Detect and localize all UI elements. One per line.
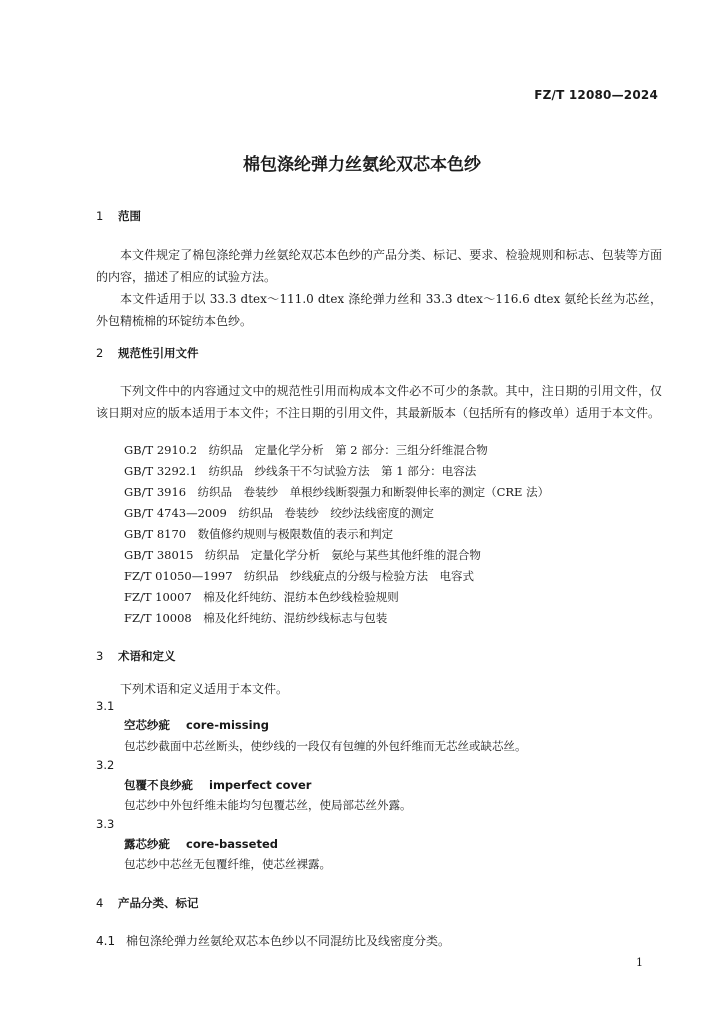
term-en: imperfect cover xyxy=(209,778,312,792)
clause-text: 棉包涤纶弹力丝氨纶双芯本色纱以不同混纺比及线密度分类。 xyxy=(126,934,451,948)
term-definition: 包芯纱截面中芯丝断头，使纱线的一段仅有包缠的外包纤维而无芯丝或缺芯丝。 xyxy=(124,739,527,753)
page-number: 1 xyxy=(636,956,643,969)
term-number: 3.1 xyxy=(96,699,115,713)
section-4-heading xyxy=(96,895,199,911)
reference-item: GB/T 3916 纺织品 卷装纱 单根纱线断裂强力和断裂伸长率的测定（CRE 法） xyxy=(124,485,550,499)
reference-item: GB/T 4743—2009 纺织品 卷装纱 绞纱法线密度的测定 xyxy=(124,506,434,520)
term-entry xyxy=(124,777,311,793)
term-entry xyxy=(124,836,278,852)
term-zh: 空芯纱疵 xyxy=(124,718,170,732)
paragraph: 本文件适用于以 33.3 dtex～111.0 dtex 涤纶弹力丝和 33.3 dtex～116.6 dtex 氨纶长丝为芯丝，外包精梳棉的环锭纺本色纱。 xyxy=(96,292,662,328)
section-title: 规范性引用文件 xyxy=(118,346,199,360)
section-title: 范围 xyxy=(118,209,141,223)
standard-number: FZ/T 12080—2024 xyxy=(534,88,658,102)
term-number: 3.2 xyxy=(96,758,115,772)
paragraph: 本文件规定了棉包涤纶弹力丝氨纶双芯本色纱的产品分类、标记、要求、检验规则和标志、包装等方面的内容，描述了相应的试验方法。 xyxy=(96,248,662,284)
reference-item: FZ/T 10008 棉及化纤纯纺、混纺纱线标志与包装 xyxy=(124,611,388,625)
section-number: 4 xyxy=(96,896,104,910)
term-zh: 露芯纱疵 xyxy=(124,837,170,851)
term-zh: 包覆不良纱疵 xyxy=(124,778,193,792)
paragraph: 下列文件中的内容通过文中的规范性引用而构成本文件必不可少的条款。其中，注日期的引用文件，仅该日期对应的版本适用于本文件；不注日期的引用文件，其最新版本（包括所有的修改单）适用于本文件。 xyxy=(96,384,662,420)
document-title: 棉包涤纶弹力丝氨纶双芯本色纱 xyxy=(243,155,481,175)
reference-item: GB/T 2910.2 纺织品 定量化学分析 第 2 部分：三组分纤维混合物 xyxy=(124,443,488,457)
reference-item: FZ/T 01050—1997 纺织品 纱线疵点的分级与检验方法 电容式 xyxy=(124,569,475,583)
section-number: 2 xyxy=(96,346,104,360)
reference-item: FZ/T 10007 棉及化纤纯纺、混纺本色纱线检验规则 xyxy=(124,590,399,604)
term-en: core-missing xyxy=(186,718,269,732)
section-1-heading xyxy=(96,208,141,224)
reference-item: GB/T 3292.1 纺织品 纱线条干不匀试验方法 第 1 部分：电容法 xyxy=(124,464,477,478)
section-3-heading xyxy=(96,648,176,664)
reference-item: GB/T 8170 数值修约规则与极限数值的表示和判定 xyxy=(124,527,394,541)
reference-item: GB/T 38015 纺织品 定量化学分析 氨纶与某些其他纤维的混合物 xyxy=(124,548,481,562)
section-title: 产品分类、标记 xyxy=(118,896,199,910)
term-number: 3.3 xyxy=(96,817,115,831)
section-number: 1 xyxy=(96,209,104,223)
clause-number: 4.1 xyxy=(96,934,116,948)
term-definition: 包芯纱中芯丝无包覆纤维，使芯丝裸露。 xyxy=(124,857,331,871)
term-en: core-basseted xyxy=(186,837,278,851)
section-number: 3 xyxy=(96,649,104,663)
clause-4-1 xyxy=(96,932,450,949)
paragraph: 下列术语和定义适用于本文件。 xyxy=(120,682,289,696)
section-title: 术语和定义 xyxy=(118,649,176,663)
term-entry xyxy=(124,717,269,733)
section-2-heading xyxy=(96,345,199,361)
term-definition: 包芯纱中外包纤维未能均匀包覆芯丝，使局部芯丝外露。 xyxy=(124,798,412,812)
